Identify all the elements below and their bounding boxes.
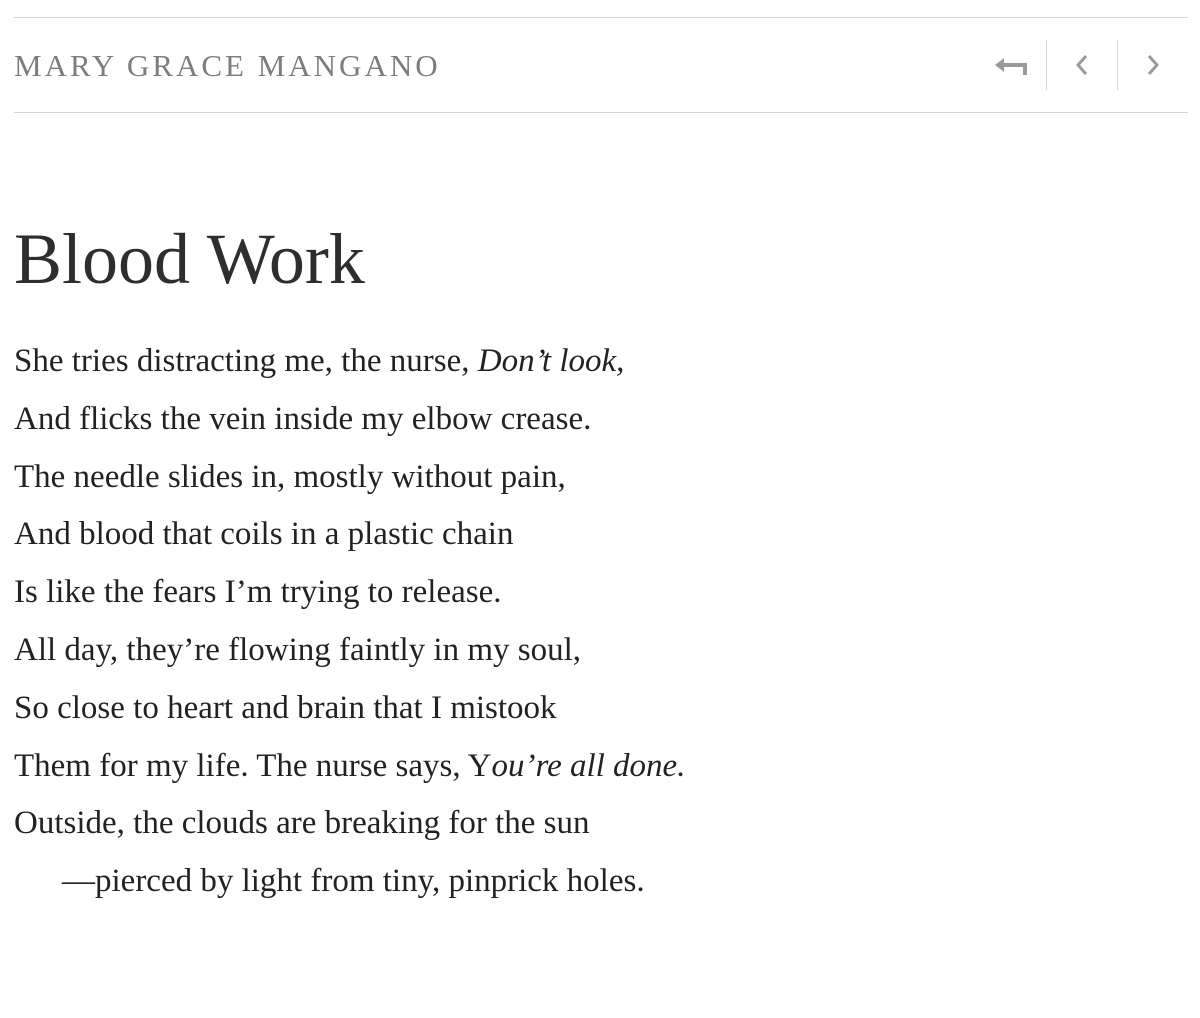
return-arrow-icon (993, 53, 1029, 77)
chevron-left-icon (1074, 52, 1090, 78)
previous-button[interactable] (1047, 40, 1117, 90)
poem-line: The needle slides in, mostly without pain, (14, 458, 566, 495)
back-button[interactable] (976, 40, 1046, 90)
poem-line-indented: —pierced by light from tiny, pinprick holes. (62, 863, 645, 900)
poem-line: And blood that coils in a plastic chain (14, 516, 514, 553)
header-top-divider (14, 17, 1188, 18)
next-button[interactable] (1118, 40, 1188, 90)
chevron-right-icon (1145, 52, 1161, 78)
poem-body (14, 333, 685, 911)
poem-line: She tries distracting me, the nurse, Don’t look, (14, 343, 625, 379)
dialogue-italic: Don’t look, (477, 343, 625, 379)
poem-title: Blood Work (14, 219, 365, 299)
poem-line: And flicks the vein inside my elbow crease. (14, 400, 592, 437)
poem-line: Them for my life. The nurse says, You’re all done. (14, 747, 686, 784)
poem-line: Outside, the clouds are breaking for the sun (14, 805, 590, 842)
poem-line: All day, they’re flowing faintly in my soul, (14, 631, 582, 668)
nav-controls (976, 40, 1188, 90)
header-bottom-divider (14, 112, 1188, 113)
poem-line: So close to heart and brain that I mistook (14, 689, 557, 726)
poem-line: Is like the fears I’m trying to release. (14, 574, 502, 611)
dialogue-italic: ou’re all done. (491, 747, 686, 784)
author-name[interactable]: MARY GRACE MANGANO (14, 48, 441, 83)
